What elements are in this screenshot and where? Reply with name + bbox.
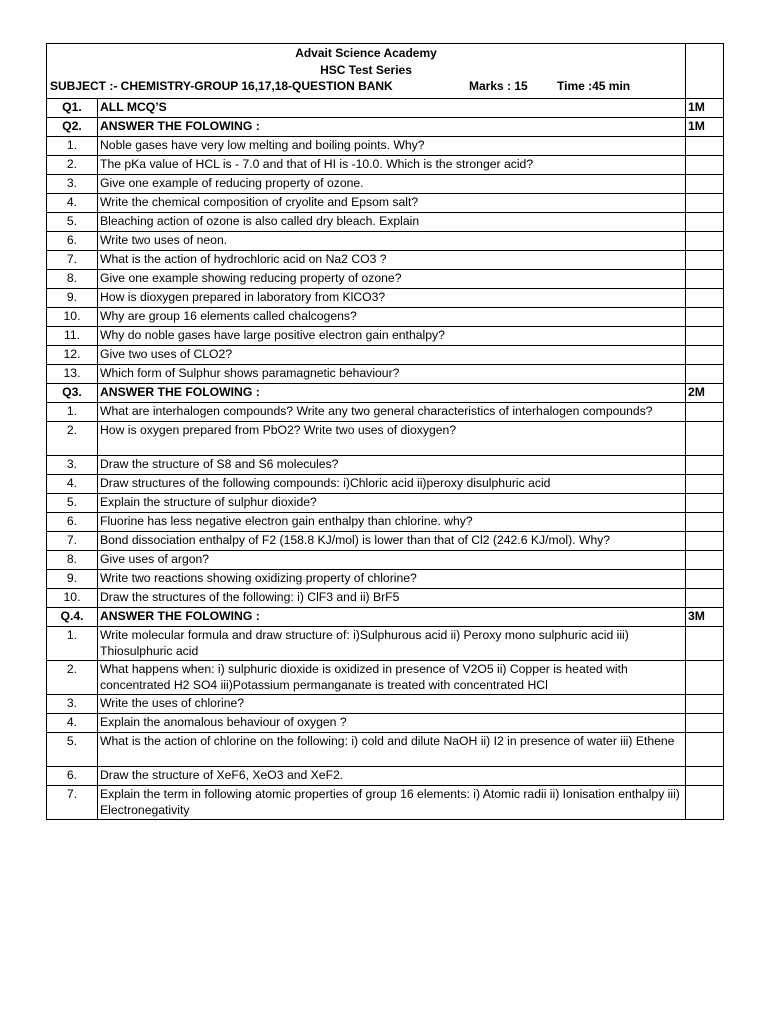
question-number: 5. bbox=[47, 213, 98, 232]
question-row bbox=[47, 175, 724, 194]
question-row bbox=[47, 767, 724, 786]
question-text: Give two uses of CLO2? bbox=[98, 346, 686, 365]
question-row bbox=[47, 570, 724, 589]
section-title: ANSWER THE FOLOWING : bbox=[98, 118, 686, 137]
question-marks bbox=[686, 308, 724, 327]
question-marks bbox=[686, 403, 724, 422]
question-number: 10. bbox=[47, 589, 98, 608]
question-bank-body bbox=[47, 44, 724, 820]
question-marks bbox=[686, 289, 724, 308]
question-row bbox=[47, 346, 724, 365]
question-text: Which form of Sulphur shows paramagnetic behaviour? bbox=[98, 365, 686, 384]
question-marks bbox=[686, 232, 724, 251]
question-row bbox=[47, 786, 724, 820]
subject-label: SUBJECT :- CHEMISTRY-GROUP 16,17,18-QUESTION BANK bbox=[50, 79, 393, 93]
section-row bbox=[47, 99, 724, 118]
question-text: Bond dissociation enthalpy of F2 (158.8 KJ/mol) is lower than that of Cl2 (242.6 KJ/mol). Why? bbox=[98, 532, 686, 551]
question-number: 13. bbox=[47, 365, 98, 384]
question-marks bbox=[686, 137, 724, 156]
academy-name: Advait Science Academy bbox=[295, 46, 437, 60]
question-text: Give one example showing reducing property of ozone? bbox=[98, 270, 686, 289]
question-text: Draw structures of the following compounds: i)Chloric acid ii)peroxy disulphuric acid bbox=[98, 475, 686, 494]
question-row bbox=[47, 213, 724, 232]
question-marks bbox=[686, 532, 724, 551]
question-row bbox=[47, 270, 724, 289]
question-number: 4. bbox=[47, 475, 98, 494]
question-marks bbox=[686, 422, 724, 456]
question-row bbox=[47, 232, 724, 251]
question-marks bbox=[686, 213, 724, 232]
question-text: Explain the structure of sulphur dioxide? bbox=[98, 494, 686, 513]
question-text: Give uses of argon? bbox=[98, 551, 686, 570]
section-row bbox=[47, 384, 724, 403]
question-row bbox=[47, 494, 724, 513]
question-text: Explain the term in following atomic properties of group 16 elements: i) Atomic radii ii) Ionisation enthalpy iii) Electronegativity bbox=[98, 786, 686, 820]
question-marks bbox=[686, 494, 724, 513]
question-text: How is dioxygen prepared in laboratory from KlCO3? bbox=[98, 289, 686, 308]
section-marks: 2M bbox=[686, 384, 724, 403]
question-text: What happens when: i) sulphuric dioxide is oxidized in presence of V2O5 ii) Copper is heated with concentrated H2 SO4 iii)Potassium permanganate is treated with concentrated HCl bbox=[98, 661, 686, 695]
question-text: Write the uses of chlorine? bbox=[98, 695, 686, 714]
question-number: 6. bbox=[47, 513, 98, 532]
question-marks bbox=[686, 767, 724, 786]
question-text: Fluorine has less negative electron gain enthalpy than chlorine. why? bbox=[98, 513, 686, 532]
section-marks: 3M bbox=[686, 608, 724, 627]
question-number: 7. bbox=[47, 532, 98, 551]
question-text: Write two uses of neon. bbox=[98, 232, 686, 251]
question-number: 11. bbox=[47, 327, 98, 346]
question-row bbox=[47, 156, 724, 175]
question-number: 3. bbox=[47, 695, 98, 714]
question-text: What are interhalogen compounds? Write any two general characteristics of interhalogen compounds? bbox=[98, 403, 686, 422]
question-marks bbox=[686, 570, 724, 589]
question-text: What is the action of chlorine on the following: i) cold and dilute NaOH ii) I2 in presence of water iii) Ethene bbox=[98, 733, 686, 767]
question-marks bbox=[686, 156, 724, 175]
question-number: 6. bbox=[47, 232, 98, 251]
header-marks-cell bbox=[686, 44, 724, 99]
question-text: What is the action of hydrochloric acid on Na2 CO3 ? bbox=[98, 251, 686, 270]
question-row bbox=[47, 475, 724, 494]
question-number: 3. bbox=[47, 175, 98, 194]
question-number: 4. bbox=[47, 714, 98, 733]
section-number: Q3. bbox=[47, 384, 98, 403]
question-text: Why do noble gases have large positive electron gain enthalpy? bbox=[98, 327, 686, 346]
question-row bbox=[47, 251, 724, 270]
question-row bbox=[47, 194, 724, 213]
question-text: Write molecular formula and draw structure of: i)Sulphurous acid ii) Peroxy mono sulphuric acid iii) Thiosulphuric acid bbox=[98, 627, 686, 661]
question-text: Draw the structure of S8 and S6 molecules? bbox=[98, 456, 686, 475]
question-marks bbox=[686, 270, 724, 289]
question-number: 1. bbox=[47, 403, 98, 422]
question-marks bbox=[686, 627, 724, 661]
question-text: Write two reactions showing oxidizing property of chlorine? bbox=[98, 570, 686, 589]
question-number: 6. bbox=[47, 767, 98, 786]
section-number: Q2. bbox=[47, 118, 98, 137]
question-row bbox=[47, 403, 724, 422]
question-row bbox=[47, 532, 724, 551]
question-number: 12. bbox=[47, 346, 98, 365]
question-number: 7. bbox=[47, 251, 98, 270]
question-number: 8. bbox=[47, 270, 98, 289]
question-marks bbox=[686, 475, 724, 494]
question-number: 4. bbox=[47, 194, 98, 213]
question-number: 9. bbox=[47, 570, 98, 589]
question-number: 1. bbox=[47, 137, 98, 156]
section-number: Q.4. bbox=[47, 608, 98, 627]
header-cell bbox=[47, 44, 686, 99]
question-row bbox=[47, 327, 724, 346]
question-row bbox=[47, 308, 724, 327]
section-row bbox=[47, 608, 724, 627]
question-marks bbox=[686, 695, 724, 714]
question-text: The pKa value of HCL is - 7.0 and that of HI is -10.0. Which is the stronger acid? bbox=[98, 156, 686, 175]
question-marks bbox=[686, 661, 724, 695]
question-number: 5. bbox=[47, 733, 98, 767]
question-text: Draw the structures of the following: i) ClF3 and ii) BrF5 bbox=[98, 589, 686, 608]
question-number: 2. bbox=[47, 661, 98, 695]
question-marks bbox=[686, 251, 724, 270]
question-text: Explain the anomalous behaviour of oxygen ? bbox=[98, 714, 686, 733]
question-marks bbox=[686, 733, 724, 767]
question-row bbox=[47, 456, 724, 475]
question-number: 2. bbox=[47, 156, 98, 175]
question-number: 10. bbox=[47, 308, 98, 327]
question-marks bbox=[686, 786, 724, 820]
question-number: 1. bbox=[47, 627, 98, 661]
question-number: 2. bbox=[47, 422, 98, 456]
question-row bbox=[47, 551, 724, 570]
question-marks bbox=[686, 456, 724, 475]
question-marks bbox=[686, 714, 724, 733]
question-row bbox=[47, 627, 724, 661]
question-row bbox=[47, 137, 724, 156]
section-title: ANSWER THE FOLOWING : bbox=[98, 384, 686, 403]
question-row bbox=[47, 365, 724, 384]
question-bank-table bbox=[46, 43, 724, 820]
question-number: 5. bbox=[47, 494, 98, 513]
question-row bbox=[47, 714, 724, 733]
test-series: HSC Test Series bbox=[320, 62, 412, 77]
question-marks bbox=[686, 327, 724, 346]
question-marks bbox=[686, 589, 724, 608]
question-number: 3. bbox=[47, 456, 98, 475]
header-info-line bbox=[50, 78, 682, 94]
header-row bbox=[47, 44, 724, 99]
question-row bbox=[47, 422, 724, 456]
question-text: Draw the structure of XeF6, XeO3 and XeF2. bbox=[98, 767, 686, 786]
section-row bbox=[47, 118, 724, 137]
question-text: Why are group 16 elements called chalcogens? bbox=[98, 308, 686, 327]
question-number: 8. bbox=[47, 551, 98, 570]
question-marks bbox=[686, 365, 724, 384]
question-row bbox=[47, 695, 724, 714]
question-text: Give one example of reducing property of ozone. bbox=[98, 175, 686, 194]
question-marks bbox=[686, 513, 724, 532]
question-row bbox=[47, 661, 724, 695]
question-marks bbox=[686, 346, 724, 365]
section-number: Q1. bbox=[47, 99, 98, 118]
question-row bbox=[47, 513, 724, 532]
question-text: Write the chemical composition of cryolite and Epsom salt? bbox=[98, 194, 686, 213]
section-marks: 1M bbox=[686, 118, 724, 137]
section-marks: 1M bbox=[686, 99, 724, 118]
question-row bbox=[47, 289, 724, 308]
total-marks: Marks : 15 bbox=[469, 79, 528, 93]
question-number: 9. bbox=[47, 289, 98, 308]
question-marks bbox=[686, 175, 724, 194]
question-text: Noble gases have very low melting and boiling points. Why? bbox=[98, 137, 686, 156]
question-text: Bleaching action of ozone is also called dry bleach. Explain bbox=[98, 213, 686, 232]
section-title: ALL MCQ’S bbox=[98, 99, 686, 118]
question-number: 7. bbox=[47, 786, 98, 820]
section-title: ANSWER THE FOLOWING : bbox=[98, 608, 686, 627]
question-row bbox=[47, 733, 724, 767]
question-row bbox=[47, 589, 724, 608]
question-marks bbox=[686, 194, 724, 213]
time-allowed: Time :45 min bbox=[557, 79, 631, 93]
question-text: How is oxygen prepared from PbO2? Write two uses of dioxygen? bbox=[98, 422, 686, 456]
question-marks bbox=[686, 551, 724, 570]
